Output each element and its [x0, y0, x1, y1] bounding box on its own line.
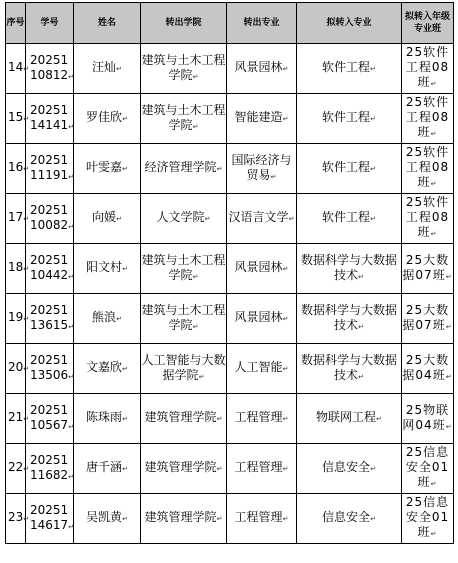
table-row	[6, 144, 454, 194]
cell-end-mark: ↵	[68, 422, 75, 431]
cell-end-mark: ↵	[68, 222, 75, 231]
cell-name: 吴凯黄↵	[74, 494, 141, 544]
cell-from-college: 建筑与土木工程学院↵	[141, 44, 227, 94]
cell-end-mark: ↵	[430, 530, 438, 538]
cell-student-id: 20251 14617↵	[26, 494, 74, 544]
cell-to-class: 25信息安全01班↵	[402, 494, 454, 544]
cell-end-mark: ↵	[23, 65, 30, 73]
cell-end-mark: ↵	[358, 272, 364, 281]
cell-name: 汪灿↵	[74, 44, 141, 94]
cell-index: 15↵	[6, 94, 26, 144]
cell-end-mark: ↵	[430, 180, 438, 188]
cell-end-mark: ↵	[122, 115, 128, 123]
cell-end-mark: ↵	[68, 472, 75, 481]
cell-to-class: 25大数据07班↵	[402, 294, 454, 344]
cell-end-mark: ↵	[370, 465, 376, 473]
cell-end-mark: ↵	[23, 265, 30, 273]
cell-end-mark: ↵	[116, 65, 122, 73]
cell-end-mark: ↵	[430, 230, 438, 238]
header-student-id: 学号	[26, 3, 74, 44]
cell-to-major: 软件工程↵	[297, 194, 402, 244]
transfer-roster-table	[5, 2, 454, 544]
cell-end-mark: ↵	[122, 265, 128, 273]
cell-end-mark: ↵	[370, 65, 376, 73]
cell-end-mark: ↵	[376, 415, 382, 423]
cell-end-mark: ↵	[358, 372, 364, 381]
cell-student-id: 20251 11682↵	[26, 444, 74, 494]
cell-from-major: 工程管理↵	[227, 494, 297, 544]
cell-student-id: 20251 10082↵	[26, 194, 74, 244]
cell-end-mark: ↵	[282, 115, 289, 123]
cell-from-college: 人文学院↵	[141, 194, 227, 244]
cell-index: 22↵	[6, 444, 26, 494]
cell-to-class: 25信息安全01班↵	[402, 444, 454, 494]
cell-student-id: 20251 10442↵	[26, 244, 74, 294]
cell-end-mark: ↵	[282, 465, 289, 473]
cell-student-id: 20251 13615↵	[26, 294, 74, 344]
cell-end-mark: ↵	[23, 515, 30, 523]
cell-student-id: 20251 13506↵	[26, 344, 74, 394]
table-row	[6, 494, 454, 544]
cell-end-mark: ↵	[122, 365, 128, 373]
cell-end-mark: ↵	[68, 272, 75, 281]
cell-end-mark: ↵	[282, 515, 289, 523]
cell-to-class: 25软件工程08班↵	[402, 144, 454, 194]
cell-end-mark: ↵	[204, 215, 211, 223]
cell-end-mark: ↵	[430, 130, 438, 138]
cell-end-mark: ↵	[68, 122, 75, 131]
cell-end-mark: ↵	[23, 215, 30, 223]
cell-end-mark: ↵	[216, 465, 223, 473]
cell-end-mark: ↵	[192, 122, 199, 131]
cell-end-mark: ↵	[192, 72, 199, 81]
cell-end-mark: ↵	[23, 415, 30, 423]
header-name: 姓名	[74, 3, 141, 44]
cell-index: 21↵	[6, 394, 26, 444]
cell-name: 熊浪↵	[74, 294, 141, 344]
table-row	[6, 344, 454, 394]
cell-index: 16↵	[6, 144, 26, 194]
cell-to-class: 25大数据07班↵	[402, 244, 454, 294]
cell-index: 23↵	[6, 494, 26, 544]
cell-from-college: 建筑与土木工程学院↵	[141, 244, 227, 294]
cell-index: 14↵	[6, 44, 26, 94]
header-from-major: 转出专业	[227, 3, 297, 44]
cell-end-mark: ↵	[370, 165, 376, 173]
cell-from-college: 经济管理学院↵	[141, 144, 227, 194]
cell-end-mark: ↵	[216, 415, 223, 423]
cell-student-id: 20251 14141↵	[26, 94, 74, 144]
cell-end-mark: ↵	[430, 480, 438, 488]
cell-end-mark: ↵	[216, 515, 223, 523]
cell-from-major: 汉语言文学↵	[227, 194, 297, 244]
cell-to-major: 数据科学与大数据技术↵	[297, 344, 402, 394]
cell-end-mark: ↵	[122, 515, 128, 523]
cell-end-mark: ↵	[282, 315, 289, 323]
cell-end-mark: ↵	[68, 72, 75, 81]
table-row	[6, 44, 454, 94]
cell-end-mark: ↵	[192, 322, 199, 331]
cell-index: 20↵	[6, 344, 26, 394]
cell-end-mark: ↵	[116, 315, 122, 323]
cell-end-mark: ↵	[288, 215, 295, 223]
cell-end-mark: ↵	[192, 272, 199, 281]
cell-end-mark: ↵	[370, 215, 376, 223]
cell-end-mark: ↵	[445, 422, 453, 431]
table-row	[6, 194, 454, 244]
table-row	[6, 444, 454, 494]
cell-end-mark: ↵	[270, 172, 277, 181]
cell-end-mark: ↵	[122, 415, 128, 423]
cell-to-class: 25大数据04班↵	[402, 344, 454, 394]
roster-body	[6, 44, 454, 544]
cell-end-mark: ↵	[282, 65, 289, 73]
cell-name: 陈珠雨↵	[74, 394, 141, 444]
cell-to-major: 软件工程↵	[297, 94, 402, 144]
cell-from-major: 国际经济与贸易↵	[227, 144, 297, 194]
cell-from-college: 建筑管理学院↵	[141, 494, 227, 544]
header-to-class: 拟转入年级专业班	[402, 3, 454, 44]
cell-to-major: 信息安全↵	[297, 444, 402, 494]
cell-end-mark: ↵	[23, 365, 30, 373]
cell-from-college: 建筑与土木工程学院↵	[141, 294, 227, 344]
cell-end-mark: ↵	[370, 515, 376, 523]
cell-from-college: 建筑管理学院↵	[141, 394, 227, 444]
cell-name: 向媛↵	[74, 194, 141, 244]
cell-name: 罗佳欣↵	[74, 94, 141, 144]
table-row	[6, 294, 454, 344]
cell-from-college: 建筑管理学院↵	[141, 444, 227, 494]
cell-end-mark: ↵	[23, 465, 30, 473]
cell-end-mark: ↵	[122, 165, 128, 173]
cell-end-mark: ↵	[282, 415, 289, 423]
cell-end-mark: ↵	[68, 372, 75, 381]
cell-end-mark: ↵	[445, 372, 453, 381]
cell-end-mark: ↵	[23, 165, 30, 173]
cell-to-major: 软件工程↵	[297, 144, 402, 194]
cell-from-major: 风景园林↵	[227, 294, 297, 344]
cell-from-major: 工程管理↵	[227, 394, 297, 444]
cell-index: 18↵	[6, 244, 26, 294]
cell-student-id: 20251 10812↵	[26, 44, 74, 94]
cell-end-mark: ↵	[68, 322, 75, 331]
cell-name: 唐千涵↵	[74, 444, 141, 494]
cell-from-major: 人工智能↵	[227, 344, 297, 394]
cell-from-college: 建筑与土木工程学院↵	[141, 94, 227, 144]
cell-to-class: 25软件工程08班↵	[402, 194, 454, 244]
cell-end-mark: ↵	[445, 322, 453, 331]
header-index: 序号	[6, 3, 26, 44]
cell-student-id: 20251 10567↵	[26, 394, 74, 444]
cell-name: 阳文村↵	[74, 244, 141, 294]
cell-from-major: 风景园林↵	[227, 244, 297, 294]
cell-end-mark: ↵	[23, 115, 30, 123]
cell-to-major: 物联网工程↵	[297, 394, 402, 444]
cell-end-mark: ↵	[198, 372, 205, 381]
table-row	[6, 94, 454, 144]
cell-to-class: 25软件工程08班↵	[402, 44, 454, 94]
cell-to-class: 25物联网04班↵	[402, 394, 454, 444]
cell-end-mark: ↵	[430, 80, 438, 88]
header-to-major: 拟转入专业	[297, 3, 402, 44]
table-row	[6, 394, 454, 444]
cell-student-id: 20251 11191↵	[26, 144, 74, 194]
table-row	[6, 244, 454, 294]
cell-end-mark: ↵	[68, 172, 75, 181]
cell-end-mark: ↵	[282, 265, 289, 273]
cell-end-mark: ↵	[370, 115, 376, 123]
cell-to-major: 信息安全↵	[297, 494, 402, 544]
header-from-college: 转出学院	[141, 3, 227, 44]
cell-end-mark: ↵	[122, 465, 128, 473]
cell-to-class: 25软件工程08班↵	[402, 94, 454, 144]
cell-index: 17↵	[6, 194, 26, 244]
cell-end-mark: ↵	[358, 322, 364, 331]
cell-index: 19↵	[6, 294, 26, 344]
cell-end-mark: ↵	[116, 215, 122, 223]
cell-end-mark: ↵	[23, 315, 30, 323]
cell-from-major: 智能建造↵	[227, 94, 297, 144]
cell-to-major: 软件工程↵	[297, 44, 402, 94]
cell-end-mark: ↵	[216, 165, 223, 173]
cell-name: 文嘉欣↵	[74, 344, 141, 394]
cell-end-mark: ↵	[68, 522, 75, 531]
cell-to-major: 数据科学与大数据技术↵	[297, 294, 402, 344]
cell-end-mark: ↵	[282, 365, 289, 373]
cell-from-college: 人工智能与大数据学院↵	[141, 344, 227, 394]
cell-name: 叶雯嘉↵	[74, 144, 141, 194]
cell-to-major: 数据科学与大数据技术↵	[297, 244, 402, 294]
header-row	[6, 3, 454, 44]
cell-from-major: 风景园林↵	[227, 44, 297, 94]
cell-from-major: 工程管理↵	[227, 444, 297, 494]
cell-end-mark: ↵	[445, 272, 453, 281]
